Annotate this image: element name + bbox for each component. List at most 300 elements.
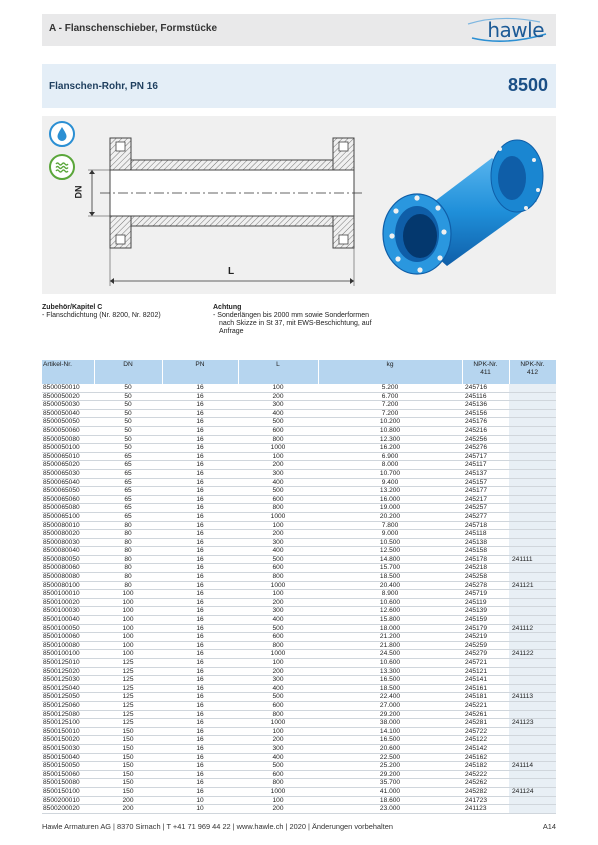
table-cell: 8500050080 (42, 435, 94, 444)
table-cell: 8500125100 (42, 719, 94, 728)
column-header: NPK-Nr. 411 (462, 360, 509, 384)
table-cell: 16 (162, 478, 238, 487)
table-row (42, 573, 556, 582)
table-cell: 15.800 (318, 616, 462, 625)
table-cell: 245117 (462, 461, 509, 470)
table-cell: 245219 (462, 633, 509, 642)
table-cell: 100 (94, 633, 162, 642)
table-row (42, 495, 556, 504)
table-cell: 16 (162, 521, 238, 530)
table-row (42, 770, 556, 779)
table-cell: 100 (238, 727, 318, 736)
table-cell: 245256 (462, 435, 509, 444)
table-cell: 80 (94, 547, 162, 556)
table-cell: 16.200 (318, 444, 462, 453)
table-cell: 1000 (238, 512, 318, 521)
table-row (42, 744, 556, 753)
table-cell: 245177 (462, 487, 509, 496)
table-cell: 16 (162, 633, 238, 642)
table-cell: 18.500 (318, 684, 462, 693)
table-cell: 100 (94, 607, 162, 616)
table-cell: 241114 (509, 762, 556, 771)
table-cell: 80 (94, 538, 162, 547)
table-cell: 245118 (462, 530, 509, 539)
table-cell: 10.700 (318, 469, 462, 478)
table-cell: 241121 (509, 581, 556, 590)
table-cell: 245141 (462, 676, 509, 685)
table-cell: 9.400 (318, 478, 462, 487)
table-row (42, 676, 556, 685)
table-cell: 245218 (462, 564, 509, 573)
l-dimension-label: L (228, 266, 235, 277)
table-cell: 8500150010 (42, 727, 94, 736)
table-cell (509, 487, 556, 496)
table-cell: 16 (162, 736, 238, 745)
table-row (42, 633, 556, 642)
table-cell: 8500050030 (42, 401, 94, 410)
table-row (42, 796, 556, 805)
table-row (42, 590, 556, 599)
table-cell (509, 444, 556, 453)
table-row (42, 426, 556, 435)
table-cell: 500 (238, 624, 318, 633)
table-cell: 8500080050 (42, 555, 94, 564)
table-row (42, 452, 556, 461)
table-cell: 16 (162, 487, 238, 496)
table-cell: 16 (162, 555, 238, 564)
table-cell: 20.600 (318, 744, 462, 753)
table-cell: 16 (162, 573, 238, 582)
table-cell: 245258 (462, 573, 509, 582)
table-cell (509, 564, 556, 573)
table-row (42, 616, 556, 625)
table-cell: 241111 (509, 555, 556, 564)
table-cell (509, 392, 556, 401)
table-cell: 8500065060 (42, 495, 94, 504)
table-cell: 8500050020 (42, 392, 94, 401)
table-row (42, 530, 556, 539)
table-cell (509, 753, 556, 762)
table-cell: 80 (94, 564, 162, 573)
table-cell: 600 (238, 701, 318, 710)
table-cell: 25.200 (318, 762, 462, 771)
table-cell: 100 (238, 659, 318, 668)
table-row (42, 469, 556, 478)
table-cell (509, 779, 556, 788)
table-cell: 8.900 (318, 590, 462, 599)
table-row (42, 624, 556, 633)
table-cell: 600 (238, 633, 318, 642)
table-cell: 241113 (509, 693, 556, 702)
table-cell: 400 (238, 616, 318, 625)
table-cell: 16 (162, 426, 238, 435)
table-cell: 150 (94, 744, 162, 753)
pipe-3d-render (383, 140, 543, 274)
table-cell: 1000 (238, 650, 318, 659)
table-cell: 200 (238, 530, 318, 539)
table-cell (509, 401, 556, 410)
table-cell (509, 659, 556, 668)
table-row (42, 719, 556, 728)
table-cell: 245138 (462, 538, 509, 547)
table-cell: 241123 (509, 719, 556, 728)
table-cell: 22.400 (318, 693, 462, 702)
table-cell: 600 (238, 426, 318, 435)
table-cell: 20.400 (318, 581, 462, 590)
table-cell: 200 (94, 796, 162, 805)
table-cell: 8500080060 (42, 564, 94, 573)
table-cell: 245119 (462, 598, 509, 607)
top-header-bar (42, 14, 556, 46)
table-cell: 241124 (509, 787, 556, 796)
table-cell: 16 (162, 659, 238, 668)
table-cell: 150 (94, 736, 162, 745)
table-cell: 8500100060 (42, 633, 94, 642)
table-cell: 65 (94, 461, 162, 470)
table-cell (509, 461, 556, 470)
table-cell (509, 512, 556, 521)
table-cell: 500 (238, 487, 318, 496)
table-cell (509, 418, 556, 427)
table-cell: 245722 (462, 727, 509, 736)
table-cell: 80 (94, 573, 162, 582)
table-cell: 245276 (462, 444, 509, 453)
table-cell: 50 (94, 401, 162, 410)
table-cell: 80 (94, 555, 162, 564)
table-cell: 16 (162, 650, 238, 659)
table-cell: 245121 (462, 667, 509, 676)
table-row (42, 787, 556, 796)
table-cell: 245277 (462, 512, 509, 521)
table-row (42, 555, 556, 564)
table-cell: 8500065040 (42, 478, 94, 487)
table-cell (509, 530, 556, 539)
table-cell: 300 (238, 607, 318, 616)
table-cell: 400 (238, 478, 318, 487)
table-cell: 16 (162, 701, 238, 710)
table-cell (509, 684, 556, 693)
table-cell (509, 384, 556, 392)
table-cell: 150 (94, 770, 162, 779)
table-cell: 200 (238, 392, 318, 401)
table-cell: 150 (94, 787, 162, 796)
table-cell: 125 (94, 684, 162, 693)
table-cell: 16 (162, 598, 238, 607)
table-row (42, 521, 556, 530)
page-number: A14 (542, 822, 556, 831)
table-row (42, 401, 556, 410)
table-cell: 8500125040 (42, 684, 94, 693)
table-cell: 245217 (462, 495, 509, 504)
table-cell: 125 (94, 693, 162, 702)
table-cell: 800 (238, 504, 318, 513)
table-cell: 8500080080 (42, 573, 94, 582)
table-cell: 200 (238, 667, 318, 676)
table-cell: 16 (162, 770, 238, 779)
footer-text: Hawle Armaturen AG | 8370 Sirnach | T +41 71 969 44 22 | www.hawle.ch | 2020 | Änderungen vorbehalten (42, 822, 393, 831)
table-cell: 65 (94, 452, 162, 461)
table-cell: 8500100100 (42, 650, 94, 659)
table-cell: 15.700 (318, 564, 462, 573)
table-cell: 16.500 (318, 676, 462, 685)
table-cell: 16 (162, 538, 238, 547)
table-cell: 245261 (462, 710, 509, 719)
table-cell: 100 (94, 616, 162, 625)
table-cell: 8500050010 (42, 384, 94, 392)
table-row (42, 607, 556, 616)
table-cell: 150 (94, 753, 162, 762)
table-cell (509, 667, 556, 676)
table-cell: 16 (162, 384, 238, 392)
table-cell: 245716 (462, 384, 509, 392)
table-cell: 8500080100 (42, 581, 94, 590)
table-cell: 100 (238, 796, 318, 805)
table-row (42, 684, 556, 693)
table-row (42, 598, 556, 607)
table-row (42, 504, 556, 513)
table-cell: 800 (238, 710, 318, 719)
table-cell: 8500100030 (42, 607, 94, 616)
table-row (42, 538, 556, 547)
table-cell: 16 (162, 512, 238, 521)
table-cell (509, 590, 556, 599)
table-cell: 6.900 (318, 452, 462, 461)
table-cell: 16 (162, 607, 238, 616)
product-figure (42, 116, 556, 294)
table-cell: 300 (238, 538, 318, 547)
table-cell: 18.500 (318, 573, 462, 582)
table-cell: 8500200010 (42, 796, 94, 805)
table-cell: 600 (238, 770, 318, 779)
caution-line: - Sonderlängen bis 2000 mm sowie Sonderformen (213, 312, 370, 319)
table-cell (509, 547, 556, 556)
table-cell: 500 (238, 693, 318, 702)
table-cell (509, 633, 556, 642)
table-cell: 800 (238, 435, 318, 444)
table-cell (509, 641, 556, 650)
column-header: NPK-Nr. 412 (509, 360, 556, 384)
table-cell: 16 (162, 624, 238, 633)
accessories-title: Zubehör/Kapitel C (42, 304, 103, 311)
table-cell: 16 (162, 676, 238, 685)
table-row (42, 564, 556, 573)
table-cell: 16 (162, 779, 238, 788)
table-row (42, 736, 556, 745)
table-row (42, 512, 556, 521)
table-cell: 12.600 (318, 607, 462, 616)
table-cell: 245721 (462, 659, 509, 668)
table-cell: 9.000 (318, 530, 462, 539)
table-row (42, 710, 556, 719)
table-cell (509, 607, 556, 616)
table-cell (509, 452, 556, 461)
product-title: Flanschen-Rohr, PN 16 (49, 81, 158, 92)
table-row (42, 409, 556, 418)
table-row (42, 650, 556, 659)
table-cell (509, 710, 556, 719)
table-cell: 16 (162, 461, 238, 470)
table-cell: 125 (94, 667, 162, 676)
table-cell: 800 (238, 779, 318, 788)
table-cell: 8500150080 (42, 779, 94, 788)
table-row (42, 418, 556, 427)
table-cell: 8500050100 (42, 444, 94, 453)
table-cell (509, 409, 556, 418)
table-cell: 16 (162, 710, 238, 719)
table-cell: 8500200020 (42, 805, 94, 814)
table-cell: 8500150040 (42, 753, 94, 762)
table-cell: 16 (162, 469, 238, 478)
table-row (42, 805, 556, 814)
table-cell: 8500125050 (42, 693, 94, 702)
table-cell (509, 796, 556, 805)
table-cell: 14.100 (318, 727, 462, 736)
table-cell: 245282 (462, 787, 509, 796)
table-cell: 241122 (509, 650, 556, 659)
table-cell: 245122 (462, 736, 509, 745)
table-row (42, 762, 556, 771)
table-cell (509, 538, 556, 547)
table-cell: 16 (162, 547, 238, 556)
table-cell: 125 (94, 719, 162, 728)
table-row (42, 727, 556, 736)
table-cell: 14.800 (318, 555, 462, 564)
table-cell: 8500080010 (42, 521, 94, 530)
table-cell: 50 (94, 409, 162, 418)
table-cell: 8500150050 (42, 762, 94, 771)
table-cell: 50 (94, 384, 162, 392)
table-cell: 150 (94, 727, 162, 736)
table-cell: 100 (94, 598, 162, 607)
table-cell: 8500100040 (42, 616, 94, 625)
table-header-row (42, 360, 556, 384)
table-cell: 8.000 (318, 461, 462, 470)
table-row (42, 444, 556, 453)
table-cell: 245222 (462, 770, 509, 779)
table-cell (509, 504, 556, 513)
table-cell: 8500065100 (42, 512, 94, 521)
table-cell: 65 (94, 478, 162, 487)
table-cell (509, 736, 556, 745)
table-cell (509, 805, 556, 814)
table-cell: 300 (238, 744, 318, 753)
table-cell: 245719 (462, 590, 509, 599)
table-cell: 13.200 (318, 487, 462, 496)
table-cell: 8500050060 (42, 426, 94, 435)
table-cell (509, 495, 556, 504)
table-cell: 100 (238, 384, 318, 392)
table-cell: 8500125010 (42, 659, 94, 668)
table-cell: 41.000 (318, 787, 462, 796)
table-cell: 245216 (462, 426, 509, 435)
table-cell: 245136 (462, 401, 509, 410)
table-cell: 38.000 (318, 719, 462, 728)
table-cell: 100 (94, 641, 162, 650)
table-cell: 500 (238, 762, 318, 771)
table-row (42, 461, 556, 470)
table-cell: 8500065080 (42, 504, 94, 513)
caution-line: Anfrage (219, 328, 244, 335)
table-cell: 100 (94, 650, 162, 659)
table-cell: 245158 (462, 547, 509, 556)
table-cell: 8500125060 (42, 701, 94, 710)
table-cell: 21.800 (318, 641, 462, 650)
table-cell: 100 (94, 590, 162, 599)
table-row (42, 693, 556, 702)
table-cell: 65 (94, 495, 162, 504)
table-cell (509, 701, 556, 710)
table-cell: 400 (238, 684, 318, 693)
table-cell: 241123 (462, 805, 509, 814)
table-cell: 200 (238, 805, 318, 814)
table-cell: 12.500 (318, 547, 462, 556)
table-cell: 16 (162, 744, 238, 753)
table-cell: 16 (162, 409, 238, 418)
table-cell: 16 (162, 719, 238, 728)
table-cell: 16 (162, 762, 238, 771)
table-cell: 16 (162, 787, 238, 796)
table-cell: 16 (162, 693, 238, 702)
table-cell: 245157 (462, 478, 509, 487)
table-cell: 16 (162, 641, 238, 650)
table-cell: 16 (162, 667, 238, 676)
notes-section (42, 304, 556, 344)
table-row (42, 392, 556, 401)
table-cell (509, 676, 556, 685)
table-cell: 100 (238, 590, 318, 599)
table-cell: 35.700 (318, 779, 462, 788)
table-cell: 125 (94, 659, 162, 668)
table-cell: 16 (162, 401, 238, 410)
table-cell: 13.300 (318, 667, 462, 676)
table-cell (509, 435, 556, 444)
table-row (42, 641, 556, 650)
table-cell: 16 (162, 418, 238, 427)
table-cell: 21.200 (318, 633, 462, 642)
table-cell: 200 (238, 736, 318, 745)
table-cell: 10 (162, 805, 238, 814)
table-cell: 245137 (462, 469, 509, 478)
table-cell: 29.200 (318, 710, 462, 719)
table-cell: 8500080040 (42, 547, 94, 556)
table-cell: 245116 (462, 392, 509, 401)
table-cell: 80 (94, 581, 162, 590)
table-cell: 29.200 (318, 770, 462, 779)
table-cell: 8500050040 (42, 409, 94, 418)
table-cell: 16 (162, 684, 238, 693)
table-cell: 20.200 (318, 512, 462, 521)
table-cell: 245179 (462, 624, 509, 633)
table-cell: 245262 (462, 779, 509, 788)
table-cell: 245139 (462, 607, 509, 616)
table-cell: 245221 (462, 701, 509, 710)
table-cell: 5.200 (318, 384, 462, 392)
table-cell: 18.600 (318, 796, 462, 805)
table-cell: 245718 (462, 521, 509, 530)
table-cell: 10.500 (318, 538, 462, 547)
section-title: A - Flanschenschieber, Formstücke (49, 23, 218, 34)
table-cell: 80 (94, 530, 162, 539)
table-cell: 125 (94, 676, 162, 685)
column-header: kg (318, 360, 462, 384)
table-cell: 200 (238, 461, 318, 470)
table-cell: 65 (94, 487, 162, 496)
table-cell: 65 (94, 512, 162, 521)
table-cell: 8500080020 (42, 530, 94, 539)
table-cell: 8500125020 (42, 667, 94, 676)
table-cell: 50 (94, 392, 162, 401)
table-cell: 16 (162, 444, 238, 453)
